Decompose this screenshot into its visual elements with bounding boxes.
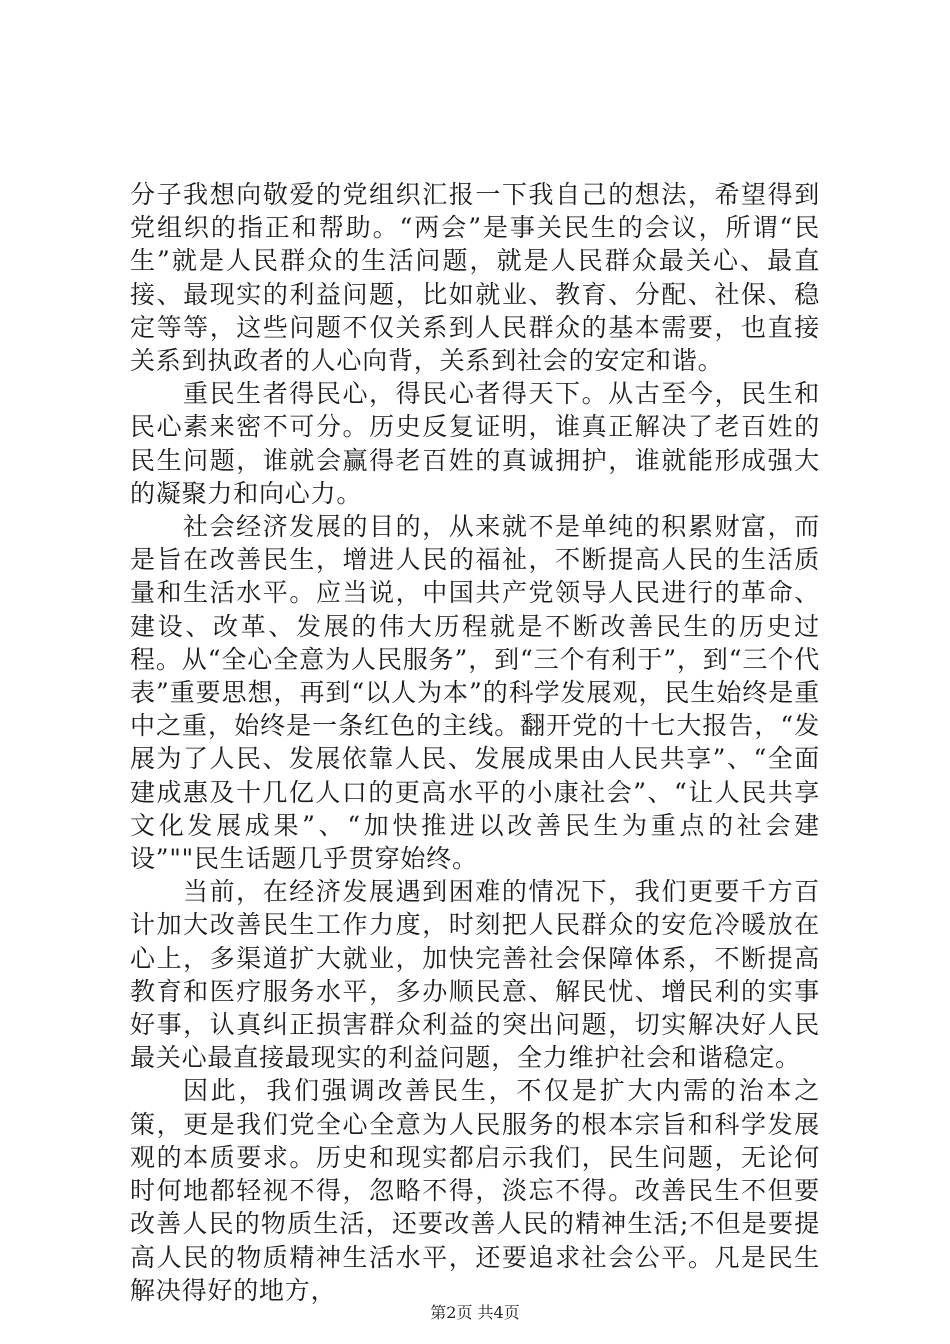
page-number-footer: 第2页 共4页 — [430, 1303, 520, 1322]
paragraph-5: 因此，我们强调改善民生，不仅是扩大内需的治本之策，更是我们党全心全意为人民服务的根本宗旨和科学发展观的本质要求。历史和现实都启示我们，民生问题，无论何时何地都轻视不得，忽略不得，淡忘不得。改善民生不但要改善人民的物质生活，还要改善人民的精神生活;不但是要提高人民的物质精神生活水平，还要追求社会公平。凡是民生解决得好的地方， — [130, 1076, 820, 1305]
paragraph-1: 分子我想向敬爱的党组织汇报一下我自己的想法，希望得到党组织的指正和帮助。“两会”是事关民生的会议，所谓“民生”就是人民群众的生活问题，就是人民群众最关心、最直接、最现实的利益问题，比如就业、教育、分配、社保、稳定等等，这些问题不仅关系到人民群众的基本需要，也直接关系到执政者的人心向背，关系到社会的安定和谐。 — [130, 180, 820, 376]
paragraph-4: 当前，在经济发展遇到困难的情况下，我们更要千方百计加大改善民生工作力度，时刻把人民群众的安危冷暖放在心上，多渠道扩大就业，加快完善社会保障体系，不断提高教育和医疗服务水平，多办顺民意、解民忧、增民利的实事好事，认真纠正损害群众利益的突出问题，切实解决好人民最关心最直接最现实的利益问题，全力维护社会和谐稳定。 — [130, 877, 820, 1073]
paragraph-3: 社会经济发展的目的，从来就不是单纯的积累财富，而是旨在改善民生，增进人民的福祉，不断提高人民的生活质量和生活水平。应当说，中国共产党领导人民进行的革命、建设、改革、发展的伟大历程就是不断改善民生的历史过程。从“全心全意为人民服务”，到“三个有利于”，到“三个代表”重要思想，再到“以人为本”的科学发展观，民生始终是重中之重，始终是一条红色的主线。翻开党的十七大报告，“发展为了人民、发展依靠人民、发展成果由人民共享”、“全面建成惠及十几亿人口的更高水平的小康社会”、“让人民共享文化发展成果”、“加快推进以改善民生为重点的社会建设”""民生话题几乎贯穿始终。 — [130, 512, 820, 874]
document-body — [130, 178, 820, 1307]
paragraph-2: 重民生者得民心，得民心者得天下。从古至今，民生和民心素来密不可分。历史反复证明，谁真正解决了老百姓的民生问题，谁就会赢得老百姓的真诚拥护，谁就能形成强大的凝聚力和向心力。 — [130, 379, 820, 508]
